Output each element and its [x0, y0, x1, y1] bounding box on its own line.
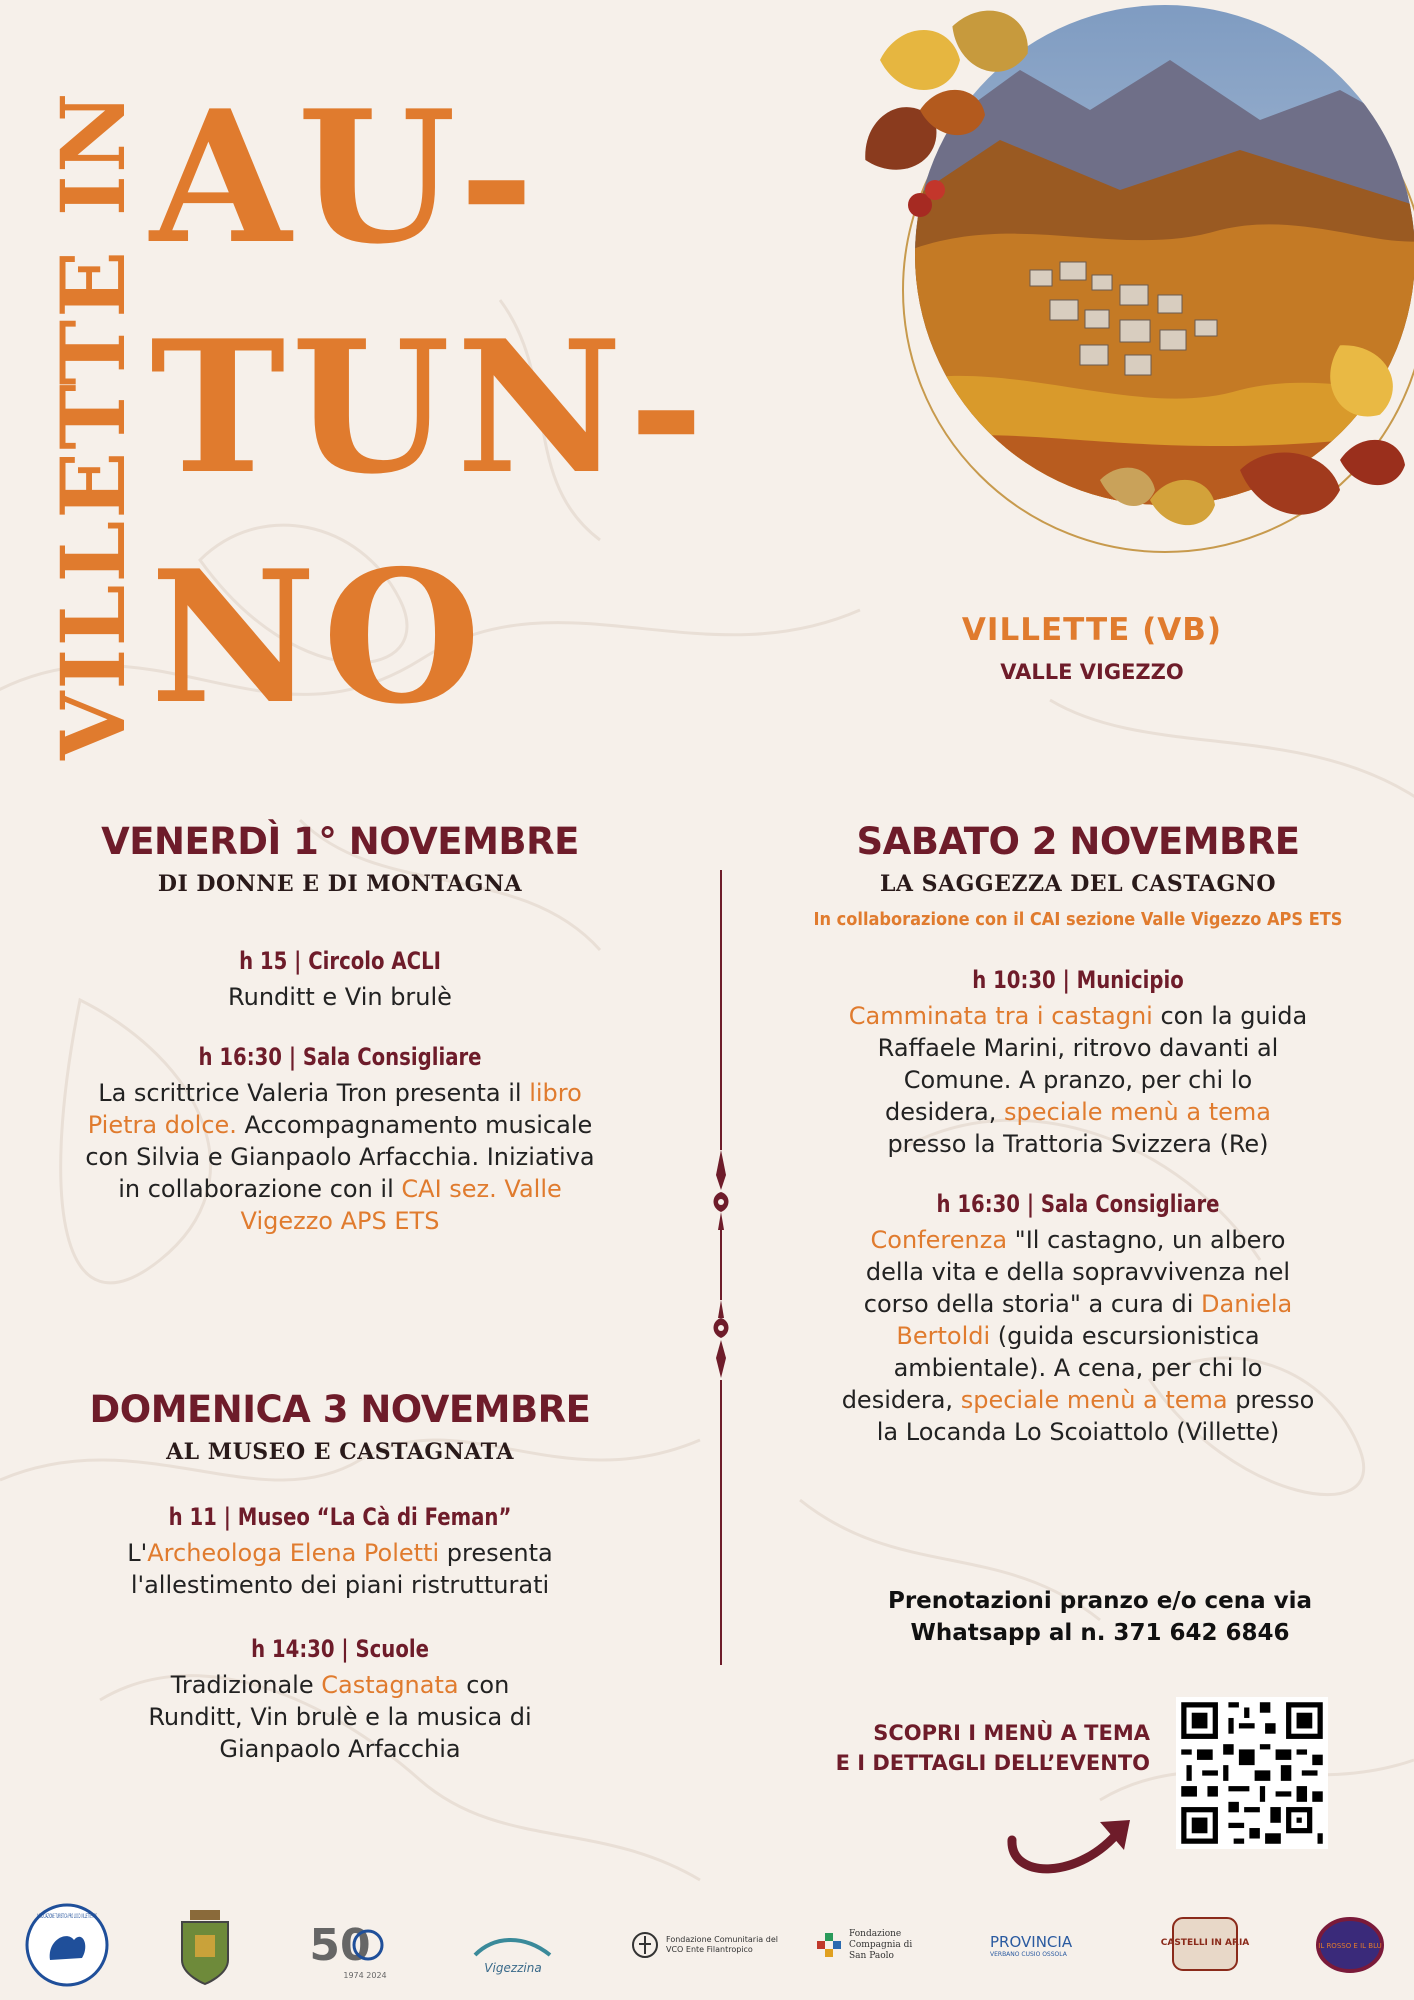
- column-divider: [720, 870, 722, 1665]
- saturday-walk: Camminata tra i castagni: [848, 1002, 1153, 1030]
- saturday-event2-text-part2: (guida escursionistica ambientale). A cena, per chi lo desidera,: [841, 1322, 1263, 1414]
- friday-section: [40, 820, 640, 1237]
- friday-event1-time: h 15 | Circolo ACLI: [239, 947, 441, 975]
- centovalli-logo: [465, 1900, 560, 1990]
- village-photo-illustration: [820, 0, 1414, 560]
- provincia-subtext: VERBANO CUSIO OSSOLA: [990, 1950, 1067, 1958]
- sunday-archeologist: Archeologa Elena Poletti: [147, 1539, 440, 1567]
- sunday-event2-text-part1: Tradizionale: [170, 1671, 322, 1699]
- saturday-collab: In collaborazione con il CAI sezione Valle Vigezzo APS ETS: [813, 909, 1343, 930]
- fifty-years-number: 50: [309, 1920, 371, 1971]
- saturday-event2-time: h 16:30 | Sala Consigliare: [936, 1190, 1220, 1218]
- sunday-subtitle: AL MUSEO E CASTAGNATA: [166, 1439, 514, 1465]
- saturday-conference: Conferenza: [870, 1226, 1008, 1254]
- sunday-event1-text: [40, 1537, 640, 1601]
- saturday-menu-dinner: speciale menù a tema: [960, 1386, 1228, 1414]
- compagnia-icon: [815, 1931, 843, 1959]
- friday-event2-text-part1: La scrittrice Valeria Tron presenta il: [98, 1079, 530, 1107]
- compagnia-text: Fondazione Compagnia di San Paolo: [849, 1928, 913, 1961]
- sunday-event2-text: [40, 1669, 640, 1765]
- sunday-event1-time: h 11 | Museo “La Cà di Feman”: [168, 1503, 512, 1531]
- fifty-years-logo: [310, 1900, 390, 1990]
- saturday-section: [778, 820, 1378, 1448]
- location-town: VILLETTE (VB): [961, 612, 1223, 648]
- friday-cai-link: CAI sez. Valle Vigezzo APS ETS: [240, 1175, 562, 1235]
- municipal-crest-logo: [170, 1900, 240, 1990]
- location-valley: VALLE VIGEZZO: [1000, 660, 1184, 684]
- divider-ornament-1: [706, 1150, 736, 1230]
- vertical-title: VILLETTE IN: [41, 90, 145, 760]
- friday-event2-text-part2: Accompagnamento musicale con Silvia e Gianpaolo Arfacchia. Iniziativa in collaborazione con il: [85, 1111, 595, 1203]
- booking-info: Prenotazioni pranzo e/o cena via Whatsapp al n. 371 642 6846: [887, 1588, 1313, 1646]
- castelli-in-aria-logo: [1160, 1900, 1250, 1990]
- friday-event2-text: [40, 1077, 640, 1237]
- divider-ornament-2: [706, 1300, 736, 1380]
- sunday-event2-text-part2: con Runditt, Vin brulè e la musica di Gianpaolo Arfacchia: [148, 1671, 532, 1763]
- rosso-e-blu-logo: [1310, 1900, 1390, 1990]
- sunday-event1-text-part1: L': [127, 1539, 148, 1567]
- promo-line-2: E I DETTAGLI DELL’EVENTO: [835, 1751, 1150, 1775]
- big-title-line-1: AU-: [150, 70, 541, 284]
- friday-event2-time: h 16:30 | Sala Consigliare: [198, 1043, 482, 1071]
- curved-arrow-icon: [1000, 1800, 1140, 1880]
- big-title-line-3: NO: [150, 530, 487, 744]
- friday-book-link: libro Pietra dolce.: [87, 1079, 582, 1139]
- friday-subtitle: DI DONNE E DI MONTAGNA: [157, 871, 523, 897]
- saturday-event1-text-part1: con la guida Raffaele Marini, ritrovo davanti al Comune. A pranzo, per chi lo desidera,: [877, 1002, 1308, 1126]
- saturday-title: SABATO 2 NOVEMBRE: [856, 820, 1300, 863]
- saturday-event1-time: h 10:30 | Municipio: [972, 966, 1184, 994]
- compagnia-san-paolo-logo: [815, 1900, 925, 1990]
- promo-line-1: SCOPRI I MENÙ A TEMA: [873, 1721, 1150, 1745]
- centovalli-logo-text: Vigezzina: [484, 1961, 542, 1975]
- fifty-years-dates: 1974 2024: [343, 1971, 387, 1980]
- sunday-title: DOMENICA 3 NOVEMBRE: [89, 1388, 591, 1431]
- saturday-event1-text-part2: presso la Trattoria Svizzera (Re): [887, 1130, 1269, 1158]
- saturday-speaker: Daniela Bertoldi: [896, 1290, 1293, 1350]
- proloco-logo: [22, 1900, 112, 1990]
- saturday-event1-text: [778, 1000, 1378, 1160]
- saturday-event2-text: [778, 1224, 1378, 1448]
- sunday-section: [40, 1388, 640, 1765]
- rosso-text: IL ROSSO E IL BLU: [1318, 1942, 1382, 1950]
- sponsor-logos: [0, 1900, 1414, 1990]
- provincia-text: PROVINCIA: [990, 1932, 1073, 1951]
- castelli-text: CASTELLI IN ARIA: [1160, 1938, 1250, 1948]
- sunday-event2-time: h 14:30 | Scuole: [251, 1635, 429, 1663]
- saturday-event2-text-part1: "Il castagno, un albero della vita e della sopravvivenza nel corso della storia" a cura di: [863, 1226, 1291, 1318]
- provincia-logo: [990, 1900, 1100, 1990]
- fondazione-vco-icon: [630, 1930, 660, 1960]
- fondazione-vco-logo: [630, 1900, 780, 1990]
- sunday-castagnata: Castagnata: [321, 1671, 459, 1699]
- fondazione-vco-text: Fondazione Comunitaria del VCO Ente Filantropico: [666, 1935, 778, 1954]
- saturday-event2-text-part3: presso la Locanda Lo Scoiattolo (Villette): [876, 1386, 1315, 1446]
- proloco-logo-text: ASSOCIAZIONE TURISTICA PRO LOCO VILLETTE APS: [37, 1913, 98, 1920]
- saturday-menu-lunch: speciale menù a tema: [1004, 1098, 1271, 1126]
- promo-text: [740, 1718, 1150, 1778]
- big-title-line-2: TUN-: [150, 300, 711, 514]
- saturday-subtitle: LA SAGGEZZA DEL CASTAGNO: [879, 871, 1277, 897]
- friday-title: VENERDÌ 1° NOVEMBRE: [101, 820, 579, 863]
- friday-event1-text: Runditt e Vin brulè: [228, 983, 452, 1011]
- sunday-event1-text-part2: presenta l'allestimento dei piani ristrutturati: [130, 1539, 553, 1599]
- qr-code[interactable]: [1176, 1697, 1328, 1849]
